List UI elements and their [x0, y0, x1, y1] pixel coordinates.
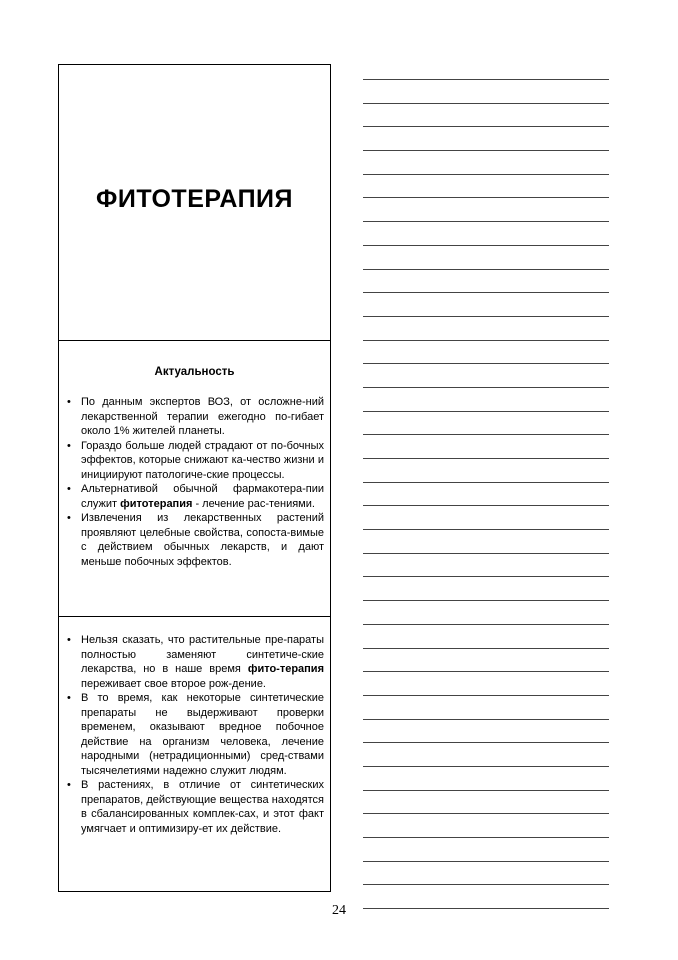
ruled-line [363, 576, 609, 577]
item-text: Гораздо больше людей страдают от по-бочных эффектов, которые снижают ка-чество жизни и инициируют патологиче-ские процессы. [81, 439, 324, 481]
ruled-line [363, 340, 609, 341]
ruled-line [363, 837, 609, 838]
page-number: 24 [332, 903, 346, 918]
ruled-line [363, 458, 609, 459]
list-item [67, 691, 324, 778]
ruled-line [363, 174, 609, 175]
emphasis-text: фитотерапия [120, 497, 193, 510]
ruled-line [363, 790, 609, 791]
ruled-line [363, 411, 609, 412]
section-heading: Актуальность [154, 366, 235, 378]
list-item [67, 511, 324, 569]
ruled-line [363, 884, 609, 885]
ruled-line [363, 434, 609, 435]
list-item [67, 482, 324, 511]
list-item [67, 395, 324, 439]
bullet-icon: • [67, 512, 71, 524]
ruled-line [363, 624, 609, 625]
item-text: Альтернативой обычной фармакотера-пии служит [81, 483, 324, 510]
ruled-line [363, 245, 609, 246]
ruled-line [363, 292, 609, 293]
ruled-line [363, 197, 609, 198]
list-item [67, 633, 324, 691]
ruled-line [363, 861, 609, 862]
item-text: По данным экспертов ВОЗ, от осложне-ний лекарственной терапии ежегодно по-гибает около 1% жителей планеты. [81, 396, 324, 437]
ruled-line [363, 719, 609, 720]
revival-list [59, 633, 330, 836]
ruled-line [363, 316, 609, 317]
bullet-icon: • [67, 396, 71, 408]
ruled-line [363, 482, 609, 483]
item-text: В то время, как некоторые синтетические препараты не выдерживают проверки временем, оказывают вредное побочное действие на организм человека, лечение народными (нетрадиционными) сред-ствами тысячелетиями надежно служит людям. [81, 692, 324, 777]
relevance-panel [58, 340, 331, 617]
notes-ruled-lines [363, 79, 609, 932]
ruled-line [363, 695, 609, 696]
item-text: - лечение рас-тениями. [192, 497, 315, 510]
ruled-line [363, 363, 609, 364]
ruled-line [363, 600, 609, 601]
ruled-line [363, 79, 609, 80]
bullet-icon: • [67, 483, 71, 495]
ruled-line [363, 648, 609, 649]
ruled-line [363, 671, 609, 672]
item-text: переживает свое второе рож-дение. [81, 677, 266, 690]
bullet-icon: • [67, 779, 71, 791]
ruled-line [363, 387, 609, 388]
ruled-line [363, 813, 609, 814]
revival-panel [58, 616, 331, 892]
ruled-line [363, 126, 609, 127]
item-text: Извлечения из лекарственных растений проявляют целебные свойства, сопоста-вимые с действием обычных лекарств, и дают меньше побочных эффектов. [81, 512, 324, 568]
item-text: В растениях, в отличие от синтетических препаратов, действующие вещества находятся в сбалансированных комплек-сах, и этот факт умягчает и оптимизиру-ет их действие. [81, 779, 324, 835]
ruled-line [363, 529, 609, 530]
ruled-line [363, 766, 609, 767]
title-panel [58, 64, 331, 341]
ruled-line [363, 269, 609, 270]
bullet-icon: • [67, 634, 71, 646]
list-item [67, 778, 324, 836]
ruled-line [363, 221, 609, 222]
ruled-line [363, 150, 609, 151]
ruled-line [363, 742, 609, 743]
relevance-list [59, 395, 330, 569]
page-title: ФИТОТЕРАПИЯ [96, 185, 293, 213]
ruled-line [363, 553, 609, 554]
bullet-icon: • [67, 692, 71, 704]
emphasis-text: фито-терапия [247, 663, 324, 675]
item-text: Нельзя сказать, что растительные пре-параты полностью заменяют синтетиче-ские лекарства, но в наше время [81, 634, 324, 675]
bullet-icon: • [67, 439, 71, 452]
list-item [67, 439, 324, 483]
ruled-line [363, 103, 609, 104]
ruled-line [363, 505, 609, 506]
